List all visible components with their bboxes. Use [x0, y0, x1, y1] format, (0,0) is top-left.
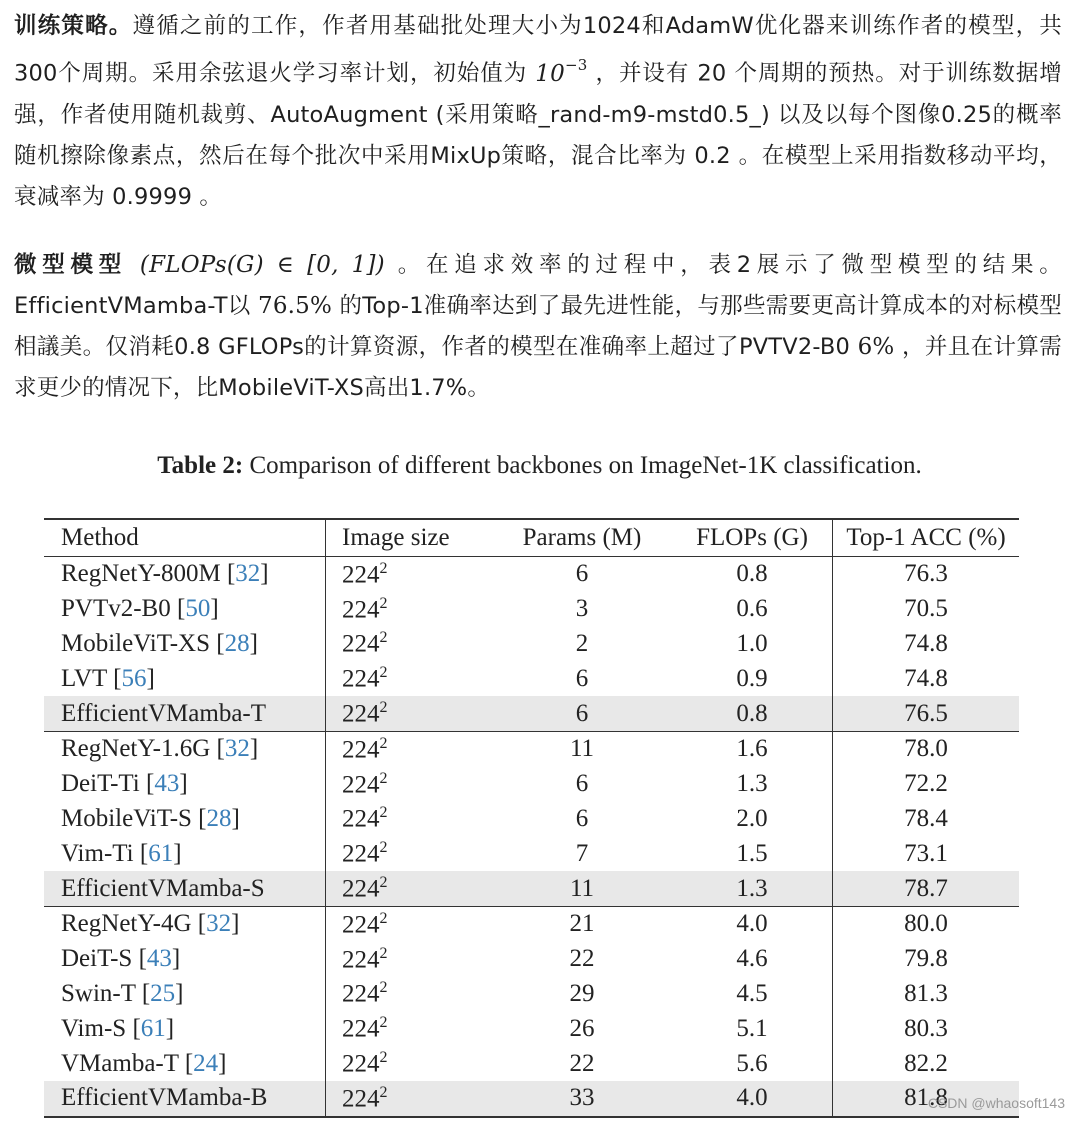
table-row — [44, 1046, 1019, 1081]
cell-image-size: $224^2$ — [326, 871, 493, 906]
table-row — [44, 836, 1019, 871]
cell-flops: 0.8 — [672, 696, 833, 731]
table-row — [44, 906, 1019, 941]
table-row — [44, 802, 1019, 837]
method-name: Vim-Ti — [61, 839, 134, 867]
cell-params: 29 — [569, 979, 595, 1007]
cell-flops: 1.3 — [672, 767, 833, 802]
paragraph-text: 遵循之前的工作，作者用基础批处理大小为1024和AdamW优化器来训练作者的模型，共300个周期。采用余弦退火学习率计划，初始值为 — [14, 13, 1062, 87]
method-name: DeiT-S — [61, 945, 133, 973]
cell-flops: 0.6 — [672, 592, 833, 627]
cell-flops: 4.5 — [672, 977, 833, 1012]
accuracy-value: 76.5% — [257, 293, 333, 319]
cell-flops: 4.0 — [672, 906, 833, 941]
method-name: Vim-S — [61, 1014, 127, 1042]
cell-top1-acc: 81.8 — [833, 1081, 1020, 1117]
cell-flops: 0.9 — [672, 661, 833, 696]
cell-params: 6 — [575, 664, 589, 692]
heading-training-strategy: 训练策略。 — [14, 13, 133, 39]
method-name: Swin-T — [61, 979, 136, 1007]
citation-link[interactable]: 32 — [235, 560, 261, 588]
citation-link[interactable]: 25 — [150, 979, 176, 1007]
cell-method: MobileViT-XS [28] — [44, 627, 326, 662]
table-caption-text: Comparison of different backbones on ImageNet-1K classification. — [243, 452, 922, 479]
cell-method: Swin-T [25] — [44, 977, 326, 1012]
cell-image-size: $224^2$ — [342, 909, 388, 939]
table-row — [44, 942, 1019, 977]
watermark: CSDN @whaosoft143 — [927, 1095, 1065, 1111]
cell-flops: 0.8 — [672, 557, 833, 592]
cell-top1-acc: 78.4 — [904, 804, 948, 832]
cell-params: 6 — [575, 770, 589, 798]
cell-image-size: $224^2$ — [342, 734, 388, 764]
table-caption-label: Table 2: — [157, 452, 244, 479]
cell-method: RegNetY-4G [32] — [44, 906, 326, 941]
table-row — [44, 592, 1019, 627]
cell-params: 7 — [575, 839, 589, 867]
cell-params: 6 — [492, 696, 672, 731]
cell-method: DeiT-Ti [43] — [44, 767, 326, 802]
cell-params: 11 — [492, 871, 672, 906]
cell-params: 26 — [569, 1014, 595, 1042]
cell-image-size: $224^2$ — [342, 629, 388, 658]
cell-flops: 5.6 — [672, 1046, 833, 1081]
table-row — [44, 1081, 1019, 1117]
method-name: RegNetY-1.6G — [61, 735, 211, 763]
cell-params: 6 — [575, 560, 589, 588]
table-row — [44, 767, 1019, 802]
cell-top1-acc: 76.3 — [904, 560, 948, 588]
citation-link[interactable]: 32 — [206, 910, 232, 938]
citation-link[interactable]: 24 — [193, 1049, 219, 1077]
cell-image-size: $224^2$ — [342, 804, 388, 833]
cell-method — [44, 696, 326, 731]
cell-top1-acc: 76.5 — [833, 696, 1020, 731]
cell-method — [44, 871, 326, 906]
table-row — [44, 557, 1019, 592]
cell-method: PVTv2-B0 [50] — [44, 592, 326, 627]
cell-top1-acc: 78.7 — [833, 871, 1020, 906]
citation-link[interactable]: 61 — [148, 839, 174, 867]
cell-image-size: $224^2$ — [342, 559, 388, 589]
method-name: EfficientVMamba-T — [61, 699, 267, 727]
method-name: DeiT-Ti — [61, 770, 140, 798]
cell-method: Vim-S [61] — [44, 1011, 326, 1046]
cell-method — [44, 1081, 326, 1117]
table-row — [44, 871, 1019, 906]
cell-top1-acc: 80.0 — [904, 910, 948, 938]
cell-method: DeiT-S [43] — [44, 942, 326, 977]
cell-method: RegNetY-800M [32] — [44, 557, 326, 592]
flops-range-math: (FLOPs(G) ∈ [0, 1]) — [139, 252, 385, 278]
paragraph-text: 。在追求效率的过程中，表2展示了微型模型的结果。 EfficientVMamba-T以 — [14, 252, 1062, 319]
method-name: PVTv2-B0 — [61, 595, 171, 623]
header-top1-acc: Top-1 ACC (%) — [833, 519, 1020, 557]
header-image-size: Image size — [326, 519, 493, 557]
cell-image-size: $224^2$ — [326, 1081, 493, 1117]
citation-link[interactable]: 43 — [154, 770, 180, 798]
table-row — [44, 1011, 1019, 1046]
cell-image-size: $224^2$ — [326, 696, 493, 731]
cell-method: MobileViT-S [28] — [44, 802, 326, 837]
cell-image-size: $224^2$ — [342, 839, 388, 868]
heading-tiny-models: 微型模型 — [14, 252, 127, 278]
cell-top1-acc: 73.1 — [904, 839, 948, 867]
cell-flops: 2.0 — [672, 802, 833, 837]
cell-image-size: $224^2$ — [342, 594, 388, 623]
header-flops: FLOPs (G) — [672, 519, 833, 557]
cell-params: 22 — [569, 945, 595, 973]
cell-flops: 1.6 — [672, 731, 833, 766]
table-row — [44, 661, 1019, 696]
method-name: RegNetY-800M — [61, 560, 221, 588]
cell-top1-acc: 81.3 — [904, 979, 948, 1007]
cell-params: 11 — [569, 735, 595, 763]
table-header-row — [44, 519, 1019, 557]
cell-method: LVT [56] — [44, 661, 326, 696]
cell-method: VMamba-T [24] — [44, 1046, 326, 1081]
cell-top1-acc: 74.8 — [904, 629, 948, 657]
method-name: LVT — [61, 664, 107, 692]
header-params: Params (M) — [492, 519, 672, 557]
learning-rate-value: $10^{-3}$ — [535, 56, 588, 87]
cell-params: 33 — [492, 1081, 672, 1117]
cell-top1-acc: 78.0 — [904, 735, 948, 763]
table-row — [44, 731, 1019, 766]
method-name: EfficientVMamba-S — [61, 874, 265, 902]
header-method: Method — [44, 519, 326, 557]
paragraph-text: ，并且在计算需求更少的情况下，比MobileViT-XS高出1.7%。 — [14, 334, 1062, 401]
cell-params: 2 — [575, 629, 589, 657]
method-name: MobileViT-XS — [61, 629, 210, 657]
cell-top1-acc: 82.2 — [904, 1049, 948, 1077]
cell-image-size: $224^2$ — [342, 979, 388, 1008]
method-name: VMamba-T — [61, 1049, 179, 1077]
cell-params: 6 — [575, 804, 589, 832]
paragraph-training-strategy — [14, 6, 1062, 218]
cell-image-size: $224^2$ — [342, 769, 388, 798]
cell-image-size: $224^2$ — [342, 944, 388, 973]
citation-link[interactable]: 28 — [206, 804, 232, 832]
comparison-table — [44, 518, 1019, 1118]
accuracy-gain-value: 6% — [857, 334, 895, 360]
cell-top1-acc: 72.2 — [904, 770, 948, 798]
cell-top1-acc: 70.5 — [904, 595, 948, 623]
citation-link[interactable]: 28 — [224, 629, 250, 657]
cell-flops: 1.5 — [672, 836, 833, 871]
citation-link[interactable]: 43 — [146, 945, 172, 973]
paragraph-text: 的Top-1准确率达到了最先进性能，与那些需要更高计算成本的对标模型相議美。仅消耗0.8 GFLOPs的计算资源，作者的模型在准确率上超过了PVTV2-B0 — [14, 293, 1063, 360]
citation-link[interactable]: 50 — [185, 595, 211, 623]
table-caption — [0, 452, 1079, 480]
cell-flops: 4.0 — [672, 1081, 833, 1117]
citation-link[interactable]: 61 — [140, 1014, 166, 1042]
cell-top1-acc: 80.3 — [904, 1014, 948, 1042]
citation-link[interactable]: 56 — [121, 664, 147, 692]
paragraph-text: ，并设有 20 个周期的预热。对于训练数据增强，作者使用随机裁剪、AutoAugment (采用策略_rand-m9-mstd0.5_) 以及以每个图像0.25的概率随机擦除像素点，然后在每个批次中采用MixUp策略，混合比率为 0.2 。在模型上采用指数移动平均，衰减率为 0.9999 。 — [14, 60, 1063, 210]
cell-flops: 4.6 — [672, 942, 833, 977]
table-row — [44, 627, 1019, 662]
cell-params: 22 — [569, 1049, 595, 1077]
cell-flops: 1.0 — [672, 627, 833, 662]
cell-method: Vim-Ti [61] — [44, 836, 326, 871]
cell-flops: 5.1 — [672, 1011, 833, 1046]
cell-params: 21 — [569, 910, 595, 938]
cell-image-size: $224^2$ — [342, 1048, 388, 1078]
method-name: MobileViT-S — [61, 804, 192, 832]
method-name: RegNetY-4G — [61, 910, 192, 938]
cell-image-size: $224^2$ — [342, 1014, 388, 1043]
cell-image-size: $224^2$ — [342, 664, 388, 693]
cell-flops: 1.3 — [672, 871, 833, 906]
cell-top1-acc: 79.8 — [904, 945, 948, 973]
cell-method: RegNetY-1.6G [32] — [44, 731, 326, 766]
table-row — [44, 977, 1019, 1012]
cell-params: 3 — [575, 595, 589, 623]
cell-top1-acc: 74.8 — [904, 664, 948, 692]
table-row — [44, 696, 1019, 731]
citation-link[interactable]: 32 — [224, 735, 250, 763]
method-name: EfficientVMamba-B — [61, 1084, 268, 1112]
paragraph-tiny-models — [14, 245, 1062, 409]
